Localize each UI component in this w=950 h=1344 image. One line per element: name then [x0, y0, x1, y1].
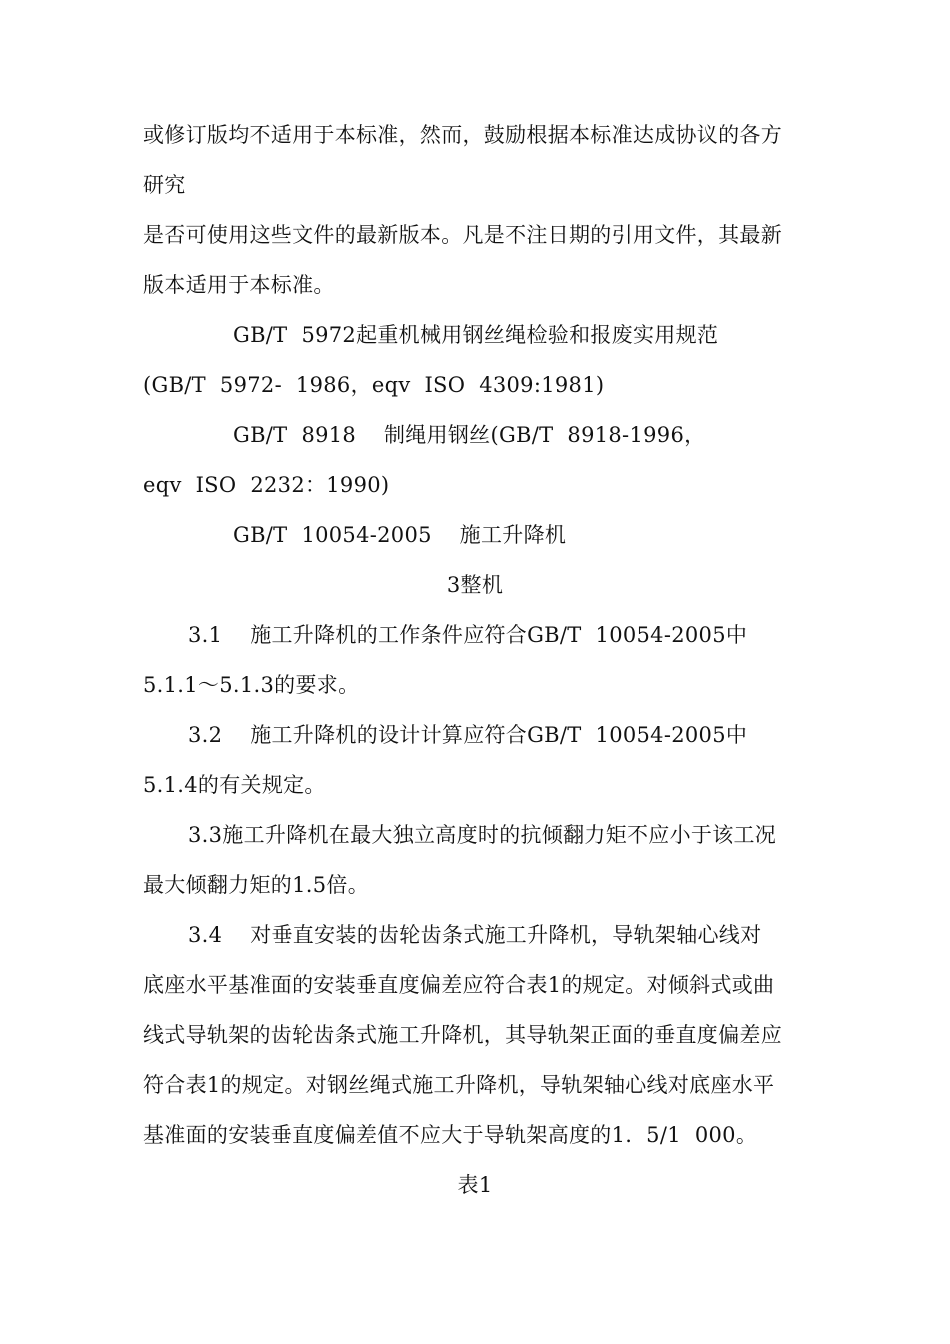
clause-line: 3.3施工升降机在最大独立高度时的抗倾翻力矩不应小于该工况 — [188, 823, 777, 847]
clause-line: 底座水平基准面的安装垂直度偏差应符合表1的规定。对倾斜式或曲 — [143, 973, 775, 997]
paragraph-line: 或修订版均不适用于本标准，然而，鼓励根据本标准达成协议的各方 — [143, 123, 782, 147]
clause-line: 5.1.4的有关规定。 — [143, 773, 326, 797]
paragraph-line: 版本适用于本标准。 — [143, 273, 335, 297]
paragraph-line: 是否可使用这些文件的最新版本。凡是不注日期的引用文件，其最新 — [143, 223, 782, 247]
reference-item-continuation: (GB/T 5972- 1986，eqv ISO 4309:1981) — [143, 373, 605, 397]
reference-item-continuation: eqv ISO 2232：1990) — [143, 473, 390, 497]
clause-line: 3.4 对垂直安装的齿轮齿条式施工升降机，导轨架轴心线对 — [188, 923, 762, 947]
reference-item: GB/T 8918 制绳用钢丝(GB/T 8918-1996， — [233, 423, 706, 447]
table-caption: 表1 — [457, 1173, 493, 1197]
clause-line: 线式导轨架的齿轮齿条式施工升降机，其导轨架正面的垂直度偏差应 — [143, 1023, 782, 1047]
clause-line: 3.2 施工升降机的设计计算应符合GB/T 10054-2005中 — [188, 723, 748, 747]
reference-item: GB/T 5972起重机械用钢丝绳检验和报废实用规范 — [233, 323, 719, 347]
clause-line: 5.1.1～5.1.3的要求。 — [143, 673, 360, 697]
paragraph-line: 研究 — [143, 173, 186, 197]
clause-line: 最大倾翻力矩的1.5倍。 — [143, 873, 369, 897]
section-heading: 3整机 — [446, 573, 504, 597]
clause-line: 符合表1的规定。对钢丝绳式施工升降机，导轨架轴心线对底座水平 — [143, 1073, 775, 1097]
clause-line: 3.1 施工升降机的工作条件应符合GB/T 10054-2005中 — [188, 623, 748, 647]
reference-item: GB/T 10054-2005 施工升降机 — [233, 523, 567, 547]
clause-line: 基准面的安装垂直度偏差值不应大于导轨架高度的1. 5/1 000。 — [143, 1123, 758, 1147]
